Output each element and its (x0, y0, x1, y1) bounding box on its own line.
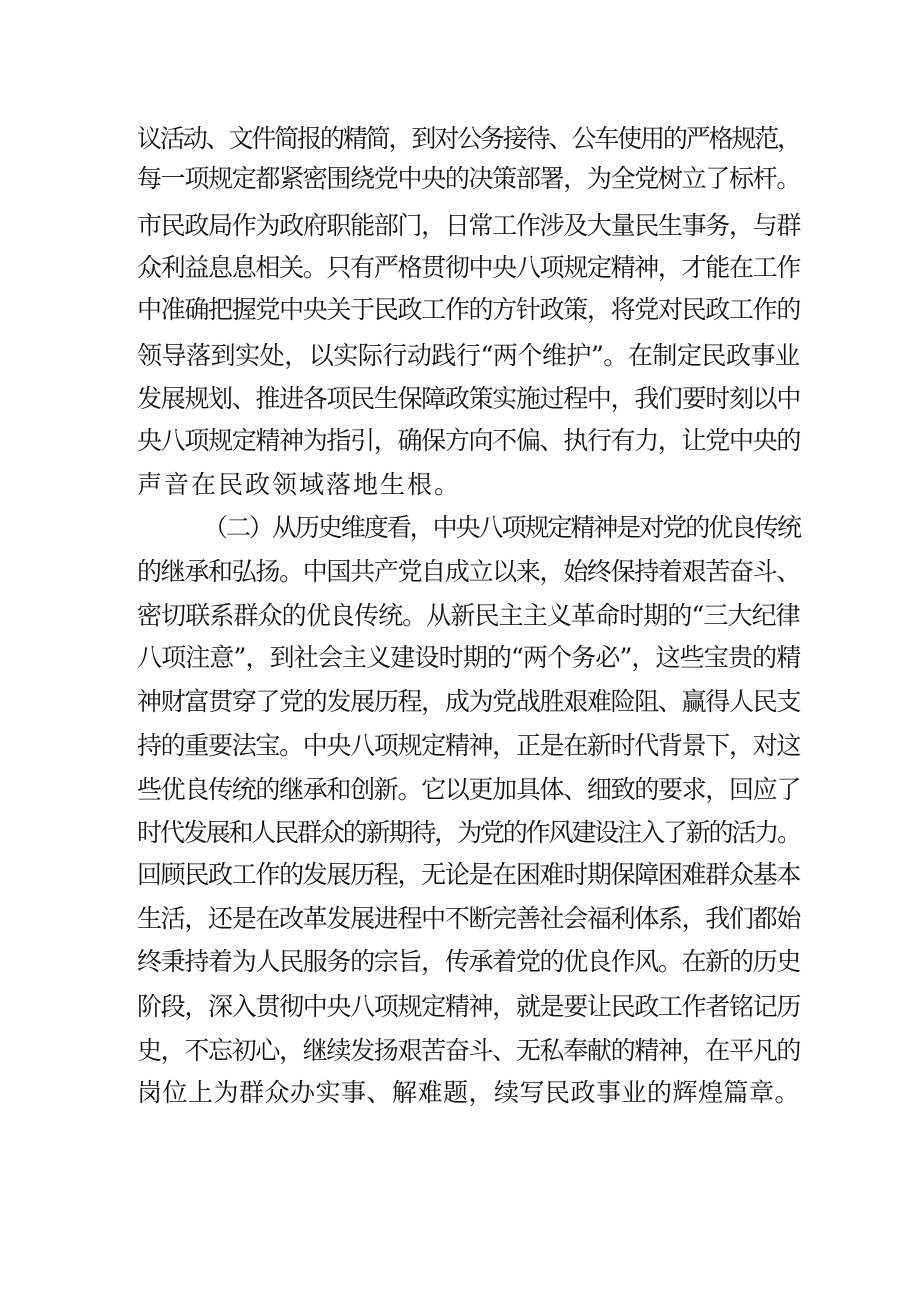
text-line: 神财富贯穿了党的发展历程，成为党战胜艰难险阻、赢得人民支 (137, 687, 801, 716)
text-line: 终秉持着为人民服务的宗旨，传承着党的优良作风。在新的历史 (137, 947, 801, 976)
text-line: 时代发展和人民群众的新期待，为党的作风建设注入了新的活力。 (137, 818, 801, 847)
text-line: 中准确把握党中央关于民政工作的方针政策，将党对民政工作的 (137, 295, 801, 324)
text-line: 回顾民政工作的发展历程，无论是在困难时期保障困难群众基本 (137, 860, 801, 889)
text-line: 领导落到实处，以实际行动践行“两个维护”。在制定民政事业 (137, 341, 800, 370)
text-line: 密切联系群众的优良传统。从新民主主义革命时期的“三大纪律 (137, 601, 800, 630)
text-line: 声音在民政领域落地生根。 (137, 470, 462, 499)
text-line: 发展规划、推进各项民生保障政策实施过程中，我们要时刻以中 (137, 384, 801, 413)
text-line: 八项注意”，到社会主义建设时期的“两个务必”，这些宝贵的精 (137, 643, 801, 672)
text-line: 的继承和弘扬。中国共产党自成立以来，始终保持着艰苦奋斗、 (137, 557, 801, 586)
text-line: 些优良传统的继承和创新。它以更加具体、细致的要求，回应了 (137, 775, 801, 804)
text-line: 央八项规定精神为指引，确保方向不偏、执行有力，让党中央的 (137, 426, 801, 455)
text-line: 每一项规定都紧密围绕党中央的决策部署，为全党树立了标杆。 (137, 164, 801, 193)
text-line: 岗位上为群众办实事、解难题，续写民政事业的辉煌篇章。 (137, 1078, 801, 1107)
text-line: 阶段，深入贯彻中央八项规定精神，就是要让民政工作者铭记历 (137, 992, 801, 1021)
text-line: 史，不忘初心，继续发扬艰苦奋斗、无私奉献的精神，在平凡的 (137, 1036, 801, 1065)
text-line: 持的重要法宝。中央八项规定精神，正是在新时代背景下，对这 (137, 731, 801, 760)
text-line: 众利益息息相关。只有严格贯彻中央八项规定精神，才能在工作 (137, 253, 801, 282)
text-line: 市民政局作为政府职能部门，日常工作涉及大量民生事务，与群 (137, 211, 801, 240)
text-line: 生活，还是在改革发展进程中不断完善社会福利体系，我们都始 (137, 904, 801, 933)
text-line: 议活动、文件简报的精简，到对公务接待、公车使用的严格规范， (137, 124, 801, 153)
section-heading-line: （二）从历史维度看，中央八项规定精神是对党的优良传统 (203, 513, 801, 542)
